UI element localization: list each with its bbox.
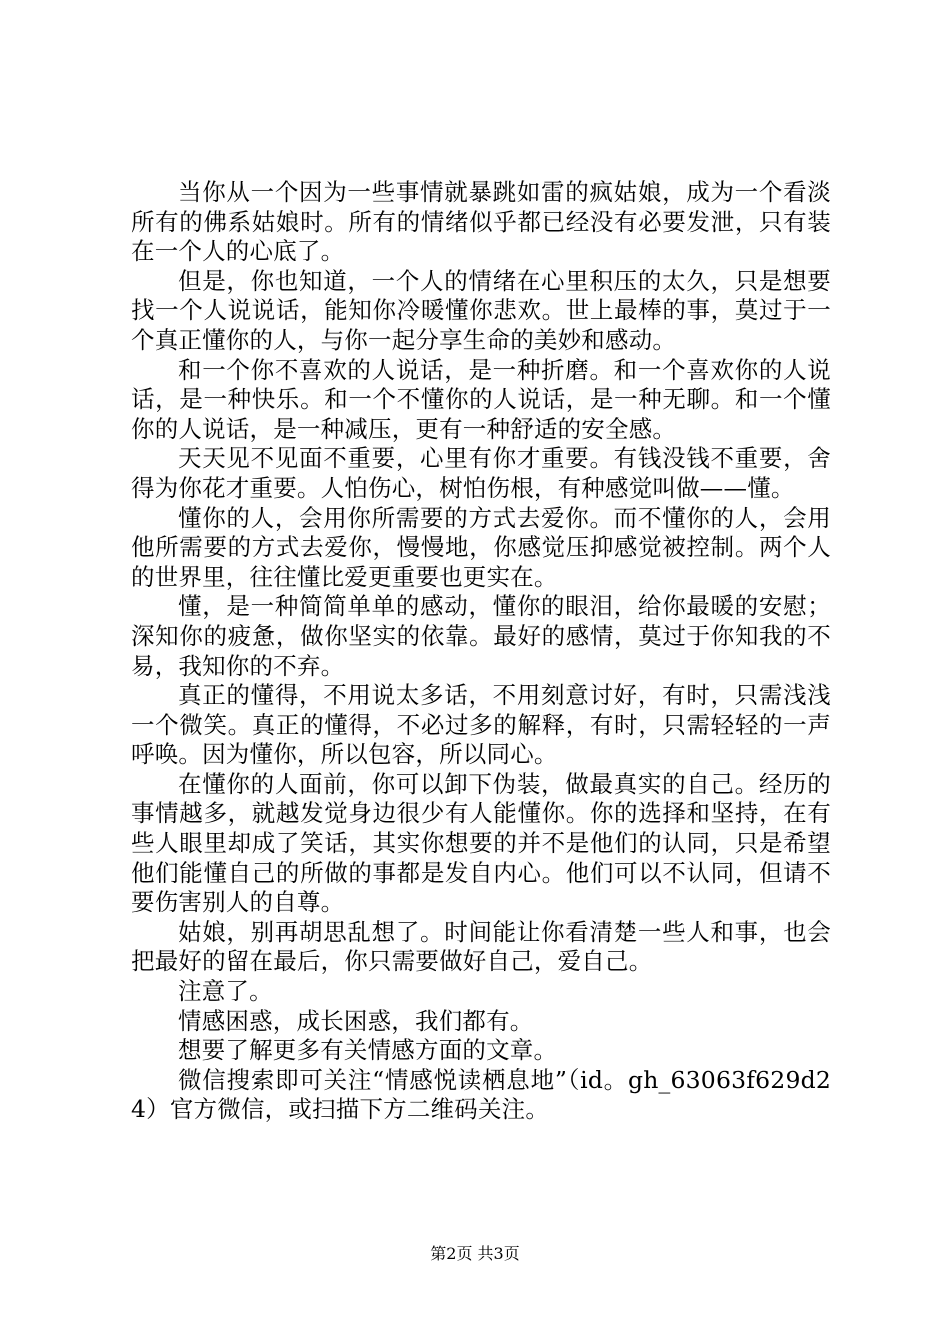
paragraph-10: 注意了。 [178, 977, 273, 1006]
article-body [131, 178, 831, 1125]
paragraph-2: 但是，你也知道，一个人的情绪在心里积压的太久，只是想要找一个人说说话，能知你冷暖懂你悲欢。世上最棒的事，莫过于一个真正懂你的人，与你一起分享生命的美妙和感动。 [131, 266, 831, 354]
paragraph-6: 懂，是一种简简单单的感动，懂你的眼泪，给你最暖的安慰；深知你的疲惫，做你坚实的依靠。最好的感情，莫过于你知我的不易，我知你的不弃。 [131, 592, 831, 680]
paragraph-12: 想要了解更多有关情感方面的文章。 [178, 1036, 558, 1065]
paragraph-3: 和一个你不喜欢的人说话，是一种折磨。和一个喜欢你的人说话，是一种快乐。和一个不懂你的人说话，是一种无聊。和一个懂你的人说话，是一种减压，更有一种舒适的安全感。 [131, 355, 831, 443]
page-number-footer: 第2页 共3页 [430, 1244, 520, 1263]
paragraph-8: 在懂你的人面前，你可以卸下伪装，做最真实的自己。经历的事情越多，就越发觉身边很少有人能懂你。你的选择和坚持，在有些人眼里却成了笑话，其实你想要的并不是他们的认同，只是希望他们能懂自己的所做的事都是发自内心。他们可以不认同，但请不要伤害别人的自尊。 [131, 769, 831, 917]
paragraph-7: 真正的懂得，不用说太多话，不用刻意讨好，有时，只需浅浅一个微笑。真正的懂得，不必过多的解释，有时，只需轻轻的一声呼唤。因为懂你，所以包容，所以同心。 [131, 681, 831, 769]
paragraph-1: 当你从一个因为一些事情就暴跳如雷的疯姑娘，成为一个看淡所有的佛系姑娘时。所有的情绪似乎都已经没有必要发泄，只有装在一个人的心底了。 [131, 178, 831, 266]
paragraph-9: 姑娘，别再胡思乱想了。时间能让你看清楚一些人和事，也会把最好的留在最后，你只需要做好自己，爱自己。 [131, 917, 831, 976]
paragraph-13: 微信搜索即可关注“情感悦读栖息地”（id。gh_63063f629d24）官方微信，或扫描下方二维码关注。 [131, 1065, 831, 1124]
paragraph-11: 情感困惑，成长困惑，我们都有。 [178, 1006, 534, 1035]
paragraph-4: 天天见不见面不重要，心里有你才重要。有钱没钱不重要，舍得为你花才重要。人怕伤心，树怕伤根，有种感觉叫做——懂。 [131, 444, 831, 502]
paragraph-5: 懂你的人，会用你所需要的方式去爱你。而不懂你的人，会用他所需要的方式去爱你，慢慢地，你感觉压抑感觉被控制。两个人的世界里，往往懂比爱更重要也更实在。 [131, 503, 831, 591]
